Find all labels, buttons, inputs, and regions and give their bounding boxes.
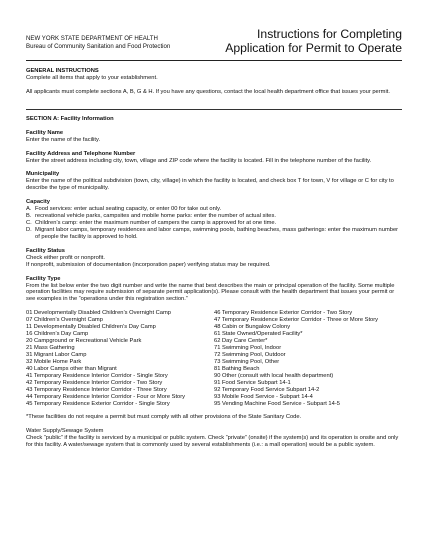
facility-type-item: 47 Temporary Residence Exterior Corridor - Three or More Story <box>214 317 379 324</box>
facility-type-item: 81 Bathing Beach <box>214 365 260 372</box>
municipality-text: Enter the name of the political subdivision (town, city, village) in which the facility is located, and check box T for town, V for village or C for city to describe the type of municipality. <box>26 178 394 192</box>
facility-type-item: 45 Temporary Residence Exterior Corridor - Single Story <box>26 400 170 407</box>
page-header <box>26 0 402 60</box>
address-heading: Facility Address and Telephone Number <box>26 150 136 157</box>
general-instructions-line2: All applicants must complete sections A, B, G & H. If you have any questions, contact the local health department office that issues your permit. <box>26 88 390 95</box>
capacity-item-letter: D. <box>26 227 32 233</box>
agency-name: NEW YORK STATE DEPARTMENT OF HEALTH <box>26 35 158 42</box>
facility-type-item: 90 Other (consult with local health department) <box>214 372 334 379</box>
facility-type-heading: Facility Type <box>26 275 61 282</box>
capacity-item-text: Children’s camp: enter the maximum number of campers the camp is approved for at one time. <box>35 220 277 227</box>
capacity-item <box>26 227 402 241</box>
general-instructions <box>26 68 402 96</box>
facility-type-item: 01 Developmentally Disabled Children’s Overnight Camp <box>26 310 171 317</box>
water-supply-text: Check “public” if the facility is serviced by a municipal or public system. Check “private” (onsite) if the system(s) and its operation is onsite and only for this facility. A water/sewage system that is commonly used by several establishments (i.e.: a mall operation) would be a public system. <box>26 435 399 449</box>
header-divider <box>26 60 402 61</box>
water-supply-heading: Water Supply/Sewage System <box>26 428 104 435</box>
municipality-heading: Municipality <box>26 171 60 178</box>
facility-type-item: 46 Temporary Residence Exterior Corridor - Two Story <box>214 310 353 317</box>
section-a-heading: SECTION A: Facility Information <box>26 116 114 122</box>
facility-type-list <box>26 310 402 407</box>
facility-type-item: 40 Labor Camps other than Migrant <box>26 365 117 372</box>
capacity-item <box>26 206 402 213</box>
facility-type-item: 43 Temporary Residence Interior Corridor - Three Story <box>26 386 167 393</box>
capacity-item-text: Migrant labor camps, temporary residences and labor camps, swimming pools, bathing beaches, mass gatherings: enter the maximum number of people the facility is approved to hold. <box>35 227 399 240</box>
facility-type-item: 73 Swimming Pool, Other <box>214 358 280 365</box>
capacity-list <box>26 206 402 241</box>
capacity-item-text: recreational vehicle parks, campsites and mobile home parks: enter the number of actual sites. <box>35 213 276 220</box>
facility-name-heading: Facility Name <box>26 129 64 136</box>
facility-type-item: 44 Temporary Residence Interior Corridor - Four or More Story <box>26 393 186 400</box>
facility-type-item: 91 Food Service Subpart 14-1 <box>214 379 291 386</box>
facility-type-item: 07 Children’s Overnight Camp <box>26 317 103 324</box>
facility-type-item: 16 Children’s Day Camp <box>26 331 89 338</box>
capacity-item-text: Food services: enter actual seating capacity, or enter 00 for take out only. <box>35 206 222 213</box>
facility-type-column-left <box>26 310 214 407</box>
facility-type-text: From the list below enter the two digit number and write the name that best describes the main or principal operation of the facility. Some multiple operation facilities may require submission of separate permit application(s). Please consult with the health department that issues your permit or see examples in the “operations under this registration section.” <box>26 282 395 303</box>
facility-type-item: 71 Swimming Pool, Indoor <box>214 345 282 352</box>
capacity-item-letter: C. <box>26 220 32 227</box>
facility-name-text: Enter the name of the facility. <box>26 136 101 143</box>
facility-type-item: 41 Temporary Residence Interior Corridor - Single Story <box>26 372 168 379</box>
capacity-item-letter: A. <box>26 206 32 213</box>
general-instructions-line1: Complete all items that apply to your establishment. <box>26 74 158 81</box>
facility-type-item: 42 Temporary Residence Interior Corridor - Two Story <box>26 379 163 386</box>
facility-type-item: 95 Vending Machine Food Service - Subpart 14-5 <box>214 400 340 407</box>
address-text: Enter the street address including city, town, village and ZIP code where the facility is located. Fill in the telephone number of the facility. <box>26 157 372 164</box>
facility-status-line2: If nonprofit, submission of documentation (incorporation paper) verifying status may be required. <box>26 261 271 268</box>
facility-type-item: 93 Mobile Food Service - Subpart 14-4 <box>214 393 313 400</box>
capacity-item-letter: B. <box>26 213 32 220</box>
facility-type-item: 61 State Owned/Operated Facility* <box>214 331 303 338</box>
facility-type-item: 21 Mass Gathering <box>26 345 75 352</box>
facility-type-item: 92 Temporary Food Service Subpart 14-2 <box>214 386 320 393</box>
facility-type-item: 20 Campground or Recreational Vehicle Park <box>26 338 142 345</box>
document-title-line1: Instructions for Completing <box>257 27 402 41</box>
section-a <box>26 116 402 449</box>
facility-type-item: 62 Day Care Center* <box>214 338 268 345</box>
general-instructions-heading: GENERAL INSTRUCTIONS <box>26 68 99 74</box>
facility-type-item: 72 Swimming Pool, Outdoor <box>214 351 286 358</box>
document-title <box>225 27 402 55</box>
facility-type-item: 31 Migrant Labor Camp <box>26 351 87 358</box>
section-divider <box>26 109 402 110</box>
facility-type-item: 32 Mobile Home Park <box>26 358 82 365</box>
bureau-name: Bureau of Community Sanitation and Food Protection <box>26 42 171 50</box>
facility-type-item: 48 Cabin or Bungalow Colony <box>214 324 291 331</box>
capacity-heading: Capacity <box>26 199 50 206</box>
agency-block <box>26 35 170 50</box>
document-title-line2: Application for Permit to Operate <box>225 41 402 56</box>
capacity-item <box>26 213 402 220</box>
facility-type-column-right <box>214 310 402 407</box>
capacity-item <box>26 220 402 227</box>
facility-status-line1: Check either profit or nonprofit. <box>26 254 105 261</box>
facility-type-item: 11 Developmentally Disabled Children’s Day Camp <box>26 324 156 331</box>
facility-type-footnote: *These facilities do not require a permit but must comply with all other provisions of the State Sanitary Code. <box>26 414 302 421</box>
facility-status-heading: Facility Status <box>26 247 65 254</box>
